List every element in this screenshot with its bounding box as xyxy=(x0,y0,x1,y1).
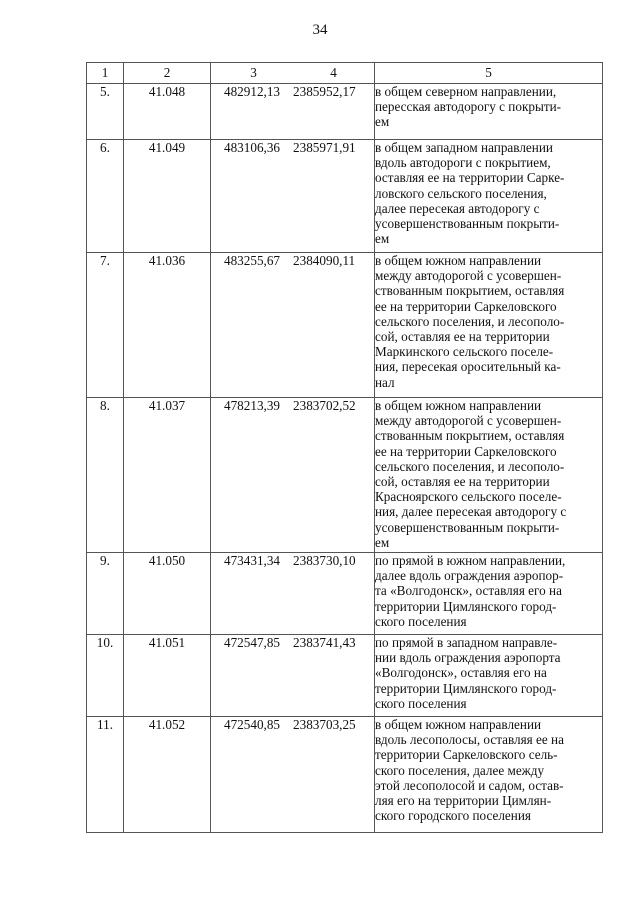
boundary-description: по прямой в западном направле- нии вдоль ограждения аэропорта «Волгодонск», оставляя его на территории Цимлянского город- ского поселения xyxy=(375,635,603,717)
coord-y: 2385952,17 xyxy=(293,84,356,99)
coordinates-cell xyxy=(211,253,375,398)
row-number: 6. xyxy=(87,140,124,253)
row-number: 9. xyxy=(87,553,124,635)
coord-x: 482912,13 xyxy=(223,84,281,99)
boundary-table xyxy=(86,62,603,833)
table-row xyxy=(87,635,603,717)
coordinates-cell xyxy=(211,635,375,717)
coord-x: 473431,34 xyxy=(223,553,281,568)
coord-y: 2384090,11 xyxy=(293,253,356,268)
row-number: 8. xyxy=(87,398,124,553)
boundary-description: в общем южном направлении вдоль лесополосы, оставляя ее на территории Саркеловского сель- ского поселения, далее между этой лесополосой и садом, остав- ляя его на территории Цимлян- ского городского поселения xyxy=(375,717,603,833)
boundary-description: в общем западном направлении вдоль автодороги с покрытием, оставляя ее на территории Сарке- ловского сельского поселения, далее пересекая автодорогу с усовершенствованным покрыти- ем xyxy=(375,140,603,253)
page-number: 34 xyxy=(312,22,328,38)
coord-y: 2385971,91 xyxy=(293,140,356,155)
boundary-description: в общем южном направлении между автодорогой с усовершен- ствованным покрытием, оставляя ее на территории Саркеловского сельского поселения, и лесополо- сой, оставляя ее на территории Красноярского сельского поселе- ния, далее пересекая автодорогу с усовершенствованным покрыти- ем xyxy=(375,398,603,553)
boundary-description: по прямой в южном направлении, далее вдоль ограждения аэропор- та «Волгодонск», оставляя его на территории Цимлянского город- ского поселения xyxy=(375,553,603,635)
point-id: 41.049 xyxy=(124,140,211,253)
table-row xyxy=(87,84,603,140)
coordinates-cell xyxy=(211,140,375,253)
point-id: 41.036 xyxy=(124,253,211,398)
coordinates-cell xyxy=(211,553,375,635)
row-number: 5. xyxy=(87,84,124,140)
coord-x: 483255,67 xyxy=(223,253,281,268)
coord-x: 472540,85 xyxy=(223,717,281,732)
point-id: 41.048 xyxy=(124,84,211,140)
header-col-2: 2 xyxy=(124,63,211,84)
point-id: 41.051 xyxy=(124,635,211,717)
coord-y: 2383741,43 xyxy=(293,635,356,650)
table-row xyxy=(87,140,603,253)
coord-y: 2383730,10 xyxy=(293,553,356,568)
boundary-description: в общем северном направлении, пересская автодорогу с покрыти- ем xyxy=(375,84,603,140)
table-row xyxy=(87,253,603,398)
header-col-5: 5 xyxy=(375,63,603,84)
coord-y: 2383702,52 xyxy=(293,398,356,413)
coordinates-cell xyxy=(211,398,375,553)
header-col-1: 1 xyxy=(87,63,124,84)
table-row xyxy=(87,553,603,635)
point-id: 41.037 xyxy=(124,398,211,553)
table-header-row xyxy=(87,63,603,84)
header-col-4: 4 xyxy=(330,65,337,80)
header-col-3: 3 xyxy=(250,65,257,80)
coordinates-cell xyxy=(211,84,375,140)
row-number: 10. xyxy=(87,635,124,717)
table-row xyxy=(87,717,603,833)
header-col-3-4 xyxy=(211,63,375,84)
table-row xyxy=(87,398,603,553)
coord-x: 483106,36 xyxy=(223,140,281,155)
row-number: 11. xyxy=(87,717,124,833)
point-id: 41.052 xyxy=(124,717,211,833)
coord-x: 472547,85 xyxy=(223,635,281,650)
point-id: 41.050 xyxy=(124,553,211,635)
coord-x: 478213,39 xyxy=(223,398,281,413)
boundary-description: в общем южном направлении между автодорогой с усовершен- ствованным покрытием, оставляя ее на территории Саркеловского сельского поселения, и лесополо- сой, оставляя ее на территории Маркинского сельского поселе- ния, пересекая оросительный ка- нал xyxy=(375,253,603,398)
row-number: 7. xyxy=(87,253,124,398)
coord-y: 2383703,25 xyxy=(293,717,356,732)
coordinates-cell xyxy=(211,717,375,833)
